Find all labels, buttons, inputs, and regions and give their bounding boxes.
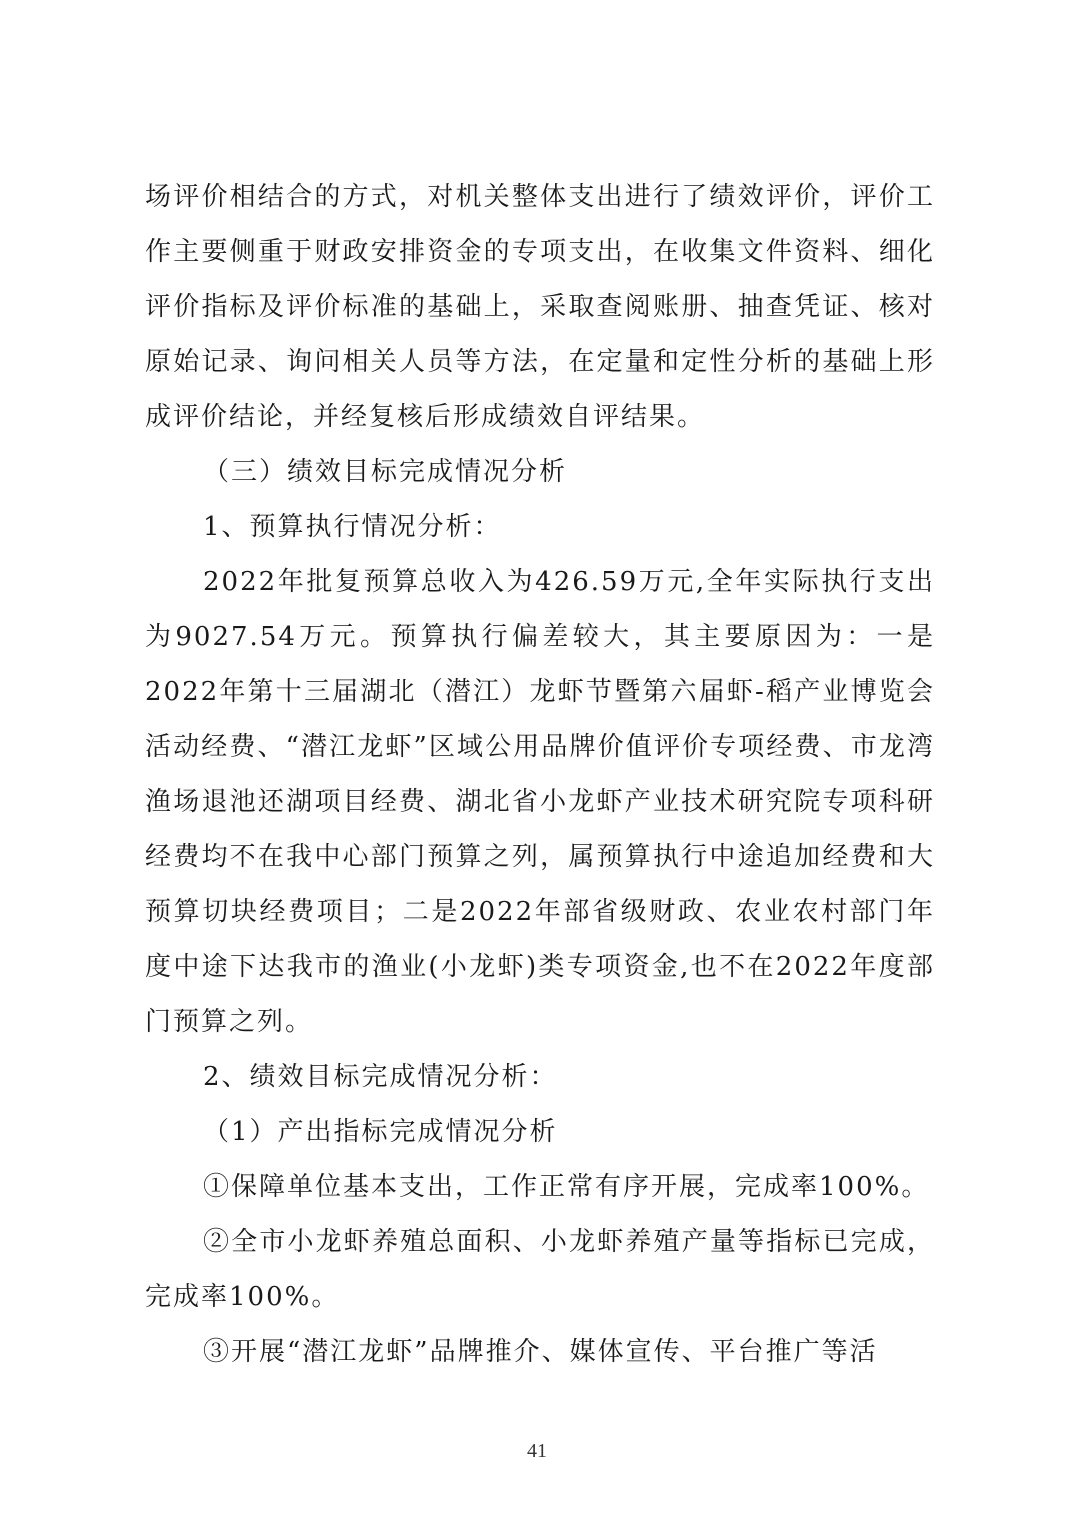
subheading-goal-completion: 2、绩效目标完成情况分析： [203, 1062, 558, 1092]
section-heading-goal-analysis: （三）绩效目标完成情况分析 [203, 457, 568, 487]
list-item-3: ③开展“潜江龙虾”品牌推介、媒体宣传、平台推广等活 [203, 1337, 878, 1367]
page-number: 41 [527, 1440, 547, 1462]
subheading-output-indicators: （1）产出指标完成情况分析 [203, 1117, 558, 1147]
paragraph-evaluation-method: 场评价相结合的方式，对机关整体支出进行了绩效评价，评价工作主要侧重于财政安排资金的专项支出，在收集文件资料、细化评价指标及评价标准的基础上，采取查阅账册、抽查凭证、核对原始记录、询问相关人员等方法，在定量和定性分析的基础上形成评价结论，并经复核后形成绩效自评结果。 [145, 182, 935, 432]
list-item-1: ①保障单位基本支出，工作正常有序开展，完成率100%。 [203, 1172, 930, 1202]
list-item-2: ②全市小龙虾养殖总面积、小龙虾养殖产量等指标已完成，完成率100%。 [145, 1227, 935, 1312]
paragraph-budget-details: 2022年批复预算总收入为426.59万元,全年实际执行支出为9027.54万元。预算执行偏差较大，其主要原因为：一是2022年第十三届湖北（潜江）龙虾节暨第六届虾-稻产业博览会活动经费、“潜江龙虾”区域公用品牌价值评价专项经费、市龙湾渔场退池还湖项目经费、湖北省小龙虾产业技术研究院专项科研经费均不在我中心部门预算之列，属预算执行中途追加经费和大预算切块经费项目；二是2022年部省级财政、农业农村部门年度中途下达我市的渔业(小龙虾)类专项资金,也不在2022年度部门预算之列。 [145, 567, 935, 1037]
subheading-budget-execution: 1、预算执行情况分析： [203, 512, 502, 542]
document-body [145, 170, 935, 1380]
